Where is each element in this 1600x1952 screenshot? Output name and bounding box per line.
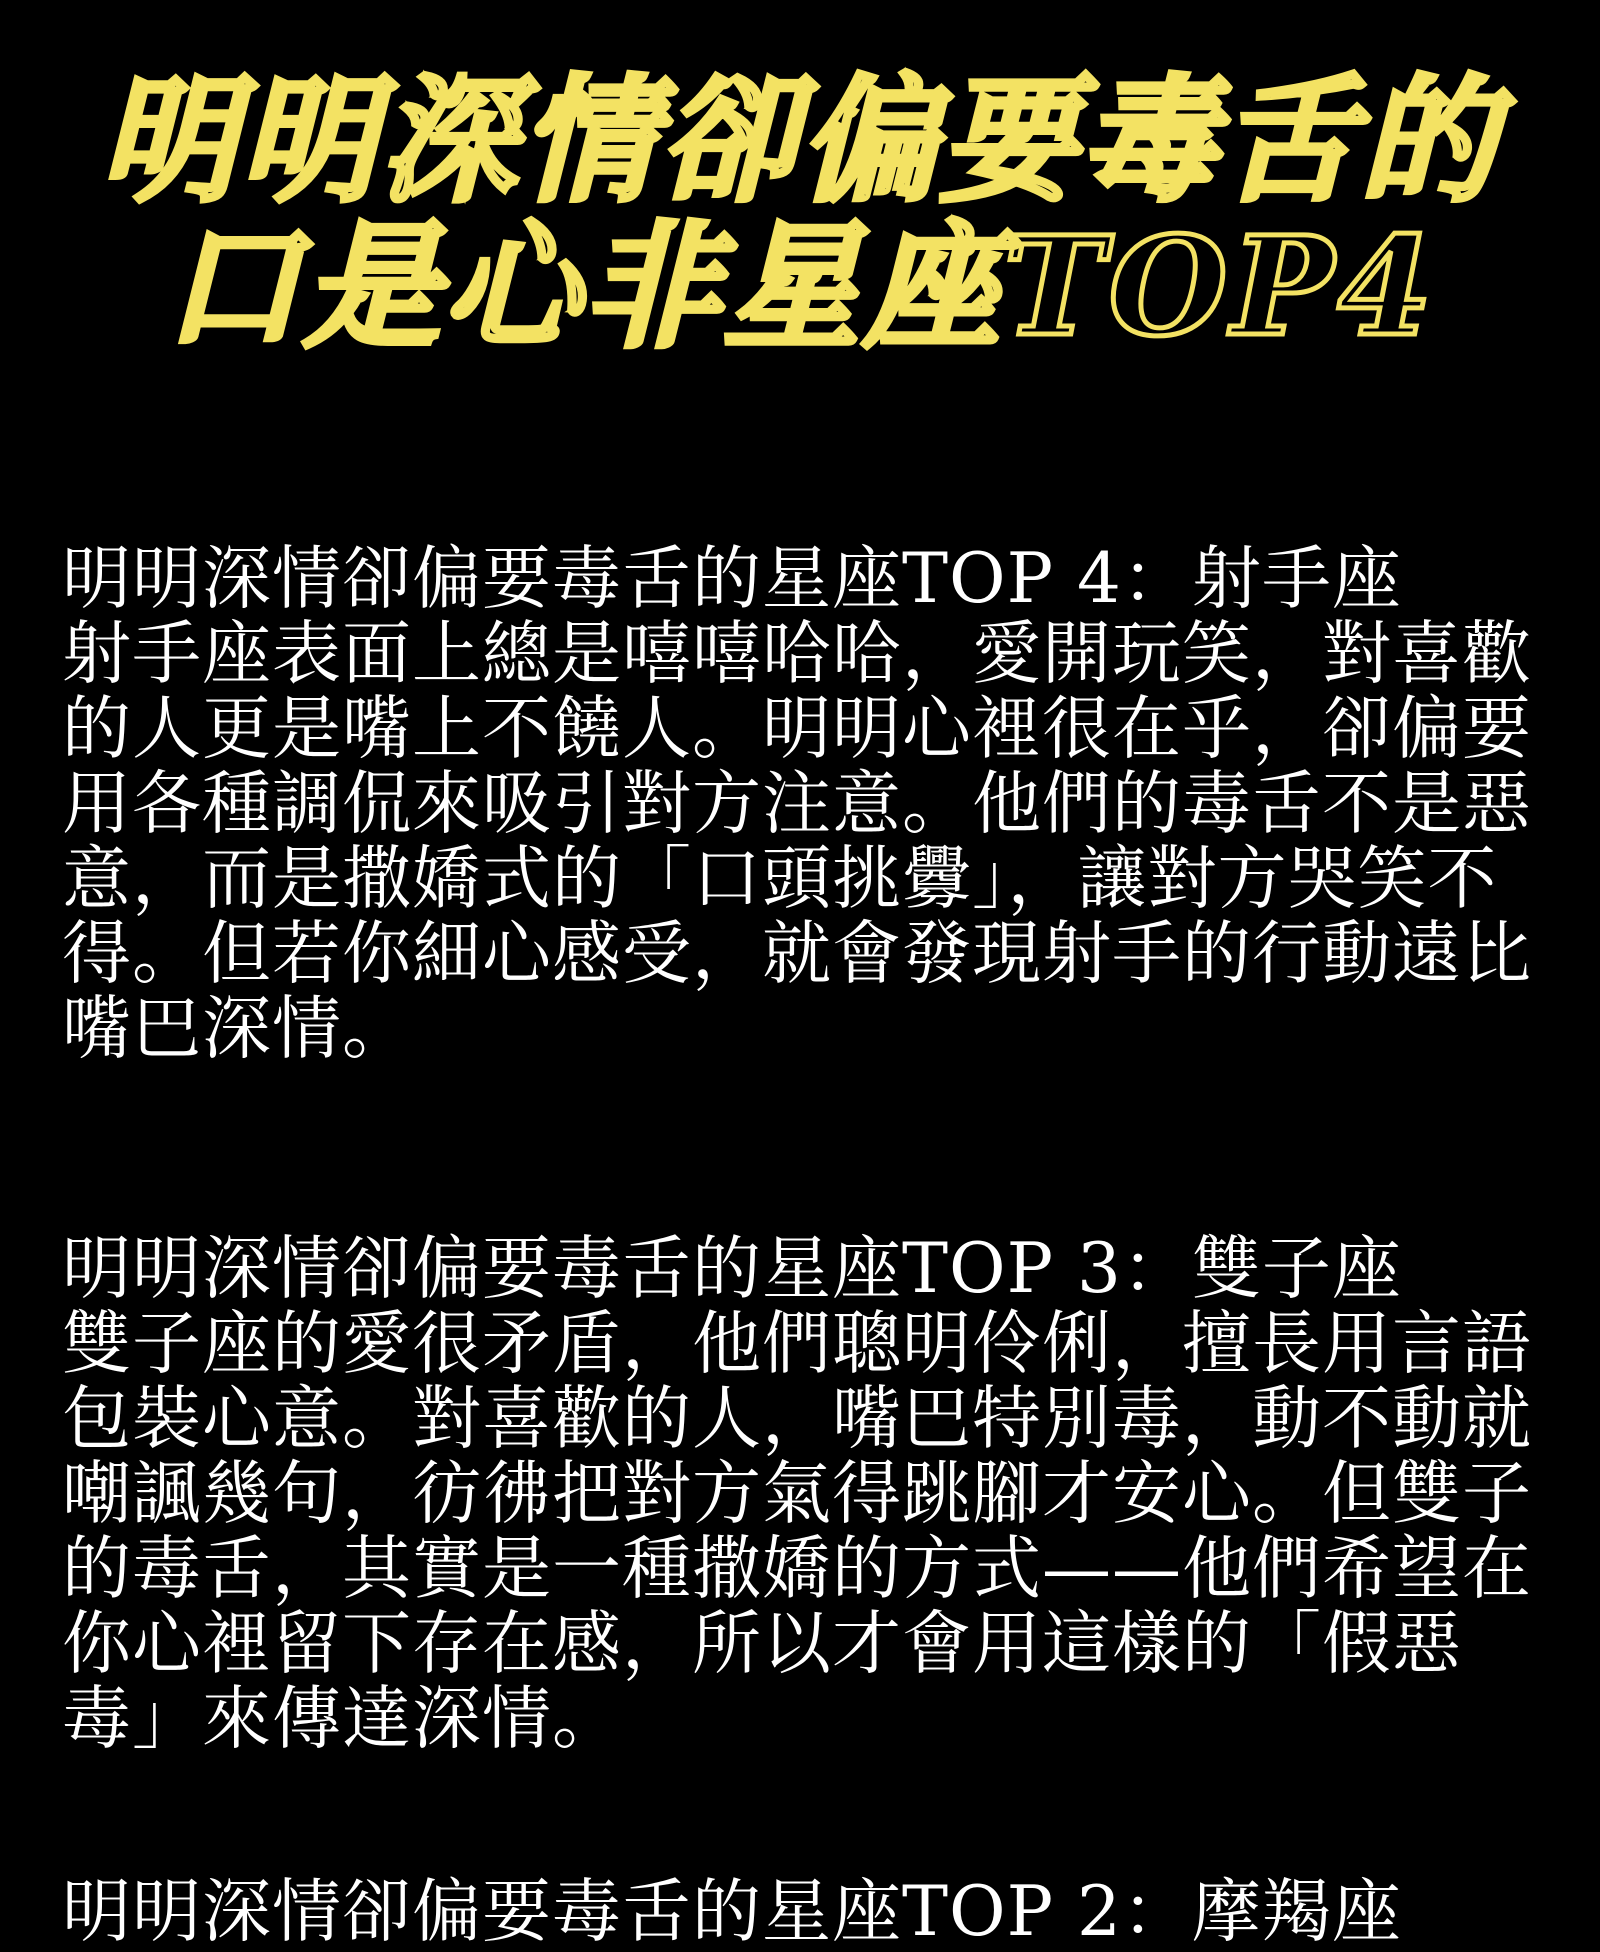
section-heading: 明明深情卻偏要毒舌的星座TOP 2：摩羯座 — [62, 1872, 1402, 1952]
section-gap — [62, 1757, 1538, 1875]
section-heading: 明明深情卻偏要毒舌的星座TOP 3：雙子座 — [62, 1229, 1402, 1309]
section-top3-gemini — [62, 1229, 1538, 1759]
section-top2-capricorn-clipped — [62, 1872, 1538, 1952]
title-line-1: 明明深情卻偏要毒舌的 — [100, 61, 1500, 221]
section-top4-sagittarius — [62, 539, 1538, 1069]
section-heading: 明明深情卻偏要毒舌的星座TOP 4：射手座 — [62, 539, 1402, 619]
article-content — [0, 539, 1600, 1952]
section-body: 射手座表面上總是嘻嘻哈哈，愛開玩笑，對喜歡的人更是嘴上不饒人。明明心裡很在乎，卻偏要用各種調侃來吸引對方注意。他們的毒舌不是惡意，而是撒嬌式的「口頭挑釁」，讓對方哭笑不得。但若你細心感受，就會發現射手的行動遠比嘴巴深情。 — [62, 614, 1532, 1069]
section-gap — [62, 1067, 1538, 1232]
page-title — [0, 0, 1600, 367]
title-line-2: 口是心非星座TOP4 — [163, 207, 1437, 367]
section-body: 雙子座的愛很矛盾，他們聰明伶俐，擅長用言語包裝心意。對喜歡的人，嘴巴特別毒，動不動就嘲諷幾句，彷彿把對方氣得跳腳才安心。但雙子的毒舌，其實是一種撒嬌的方式——他們希望在你心裡留下存在感，所以才會用這樣的「假惡毒」來傳達深情。 — [62, 1304, 1532, 1759]
